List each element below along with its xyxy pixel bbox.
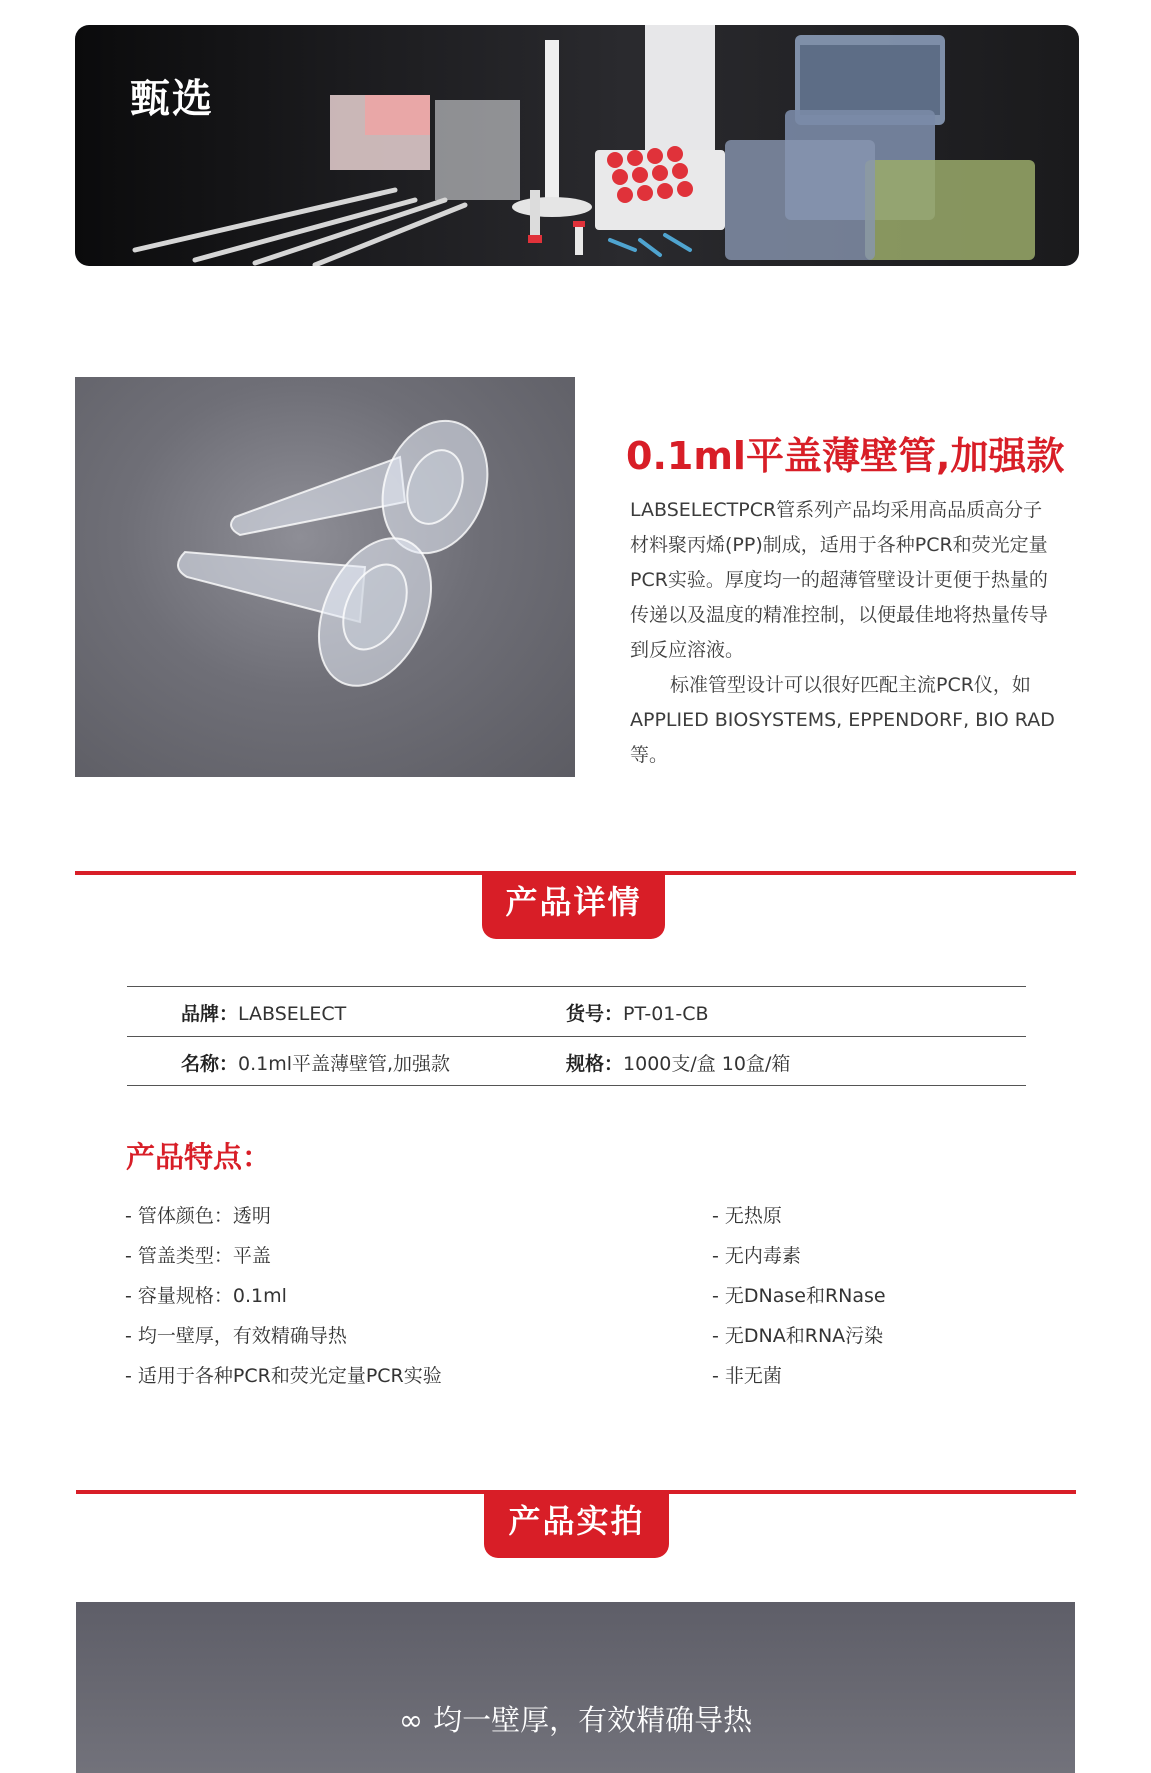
product-title: 0.1ml平盖薄壁管,加强款 bbox=[626, 434, 1065, 478]
list-item: - 无DNase和RNase bbox=[712, 1285, 886, 1307]
features-title: 产品特点： bbox=[126, 1140, 272, 1174]
list-item: - 无DNA和RNA污染 bbox=[712, 1325, 884, 1347]
brand-logo: 甄选 bbox=[130, 76, 214, 122]
product-real-photo bbox=[76, 1602, 1075, 1773]
name-value: 0.1ml平盖薄壁管,加强款 bbox=[238, 1053, 451, 1075]
brand-label: 品牌： bbox=[181, 1003, 239, 1025]
list-item: - 均一壁厚，有效精确导热 bbox=[125, 1325, 347, 1347]
photo-caption bbox=[76, 1698, 1075, 1739]
photos-section-heading: 产品实拍 bbox=[484, 1490, 669, 1558]
details-section-heading: 产品详情 bbox=[482, 871, 665, 939]
table-row bbox=[127, 1036, 1026, 1086]
name-label: 名称： bbox=[181, 1053, 239, 1075]
description-paragraph-2: 标准管型设计可以很好匹配主流PCR仪，如APPLIED BIOSYSTEMS, EPPENDORF, BIO RAD等。 bbox=[630, 674, 1055, 766]
spec-cell bbox=[566, 1049, 790, 1076]
photo-caption-text: 均一壁厚，有效精确导热 bbox=[433, 1703, 753, 1737]
product-details-table bbox=[127, 986, 1026, 1086]
name-cell bbox=[181, 1049, 450, 1076]
brand-value: LABSELECT bbox=[238, 1003, 347, 1025]
hero-banner bbox=[75, 25, 1079, 266]
features-list-right bbox=[712, 1196, 886, 1396]
pcr-tubes-image bbox=[75, 377, 575, 777]
sku-value: PT-01-CB bbox=[623, 1003, 709, 1025]
list-item: - 管盖类型：平盖 bbox=[125, 1245, 271, 1267]
description-paragraph-1: LABSELECTPCR管系列产品均采用高品质高分子材料聚丙烯(PP)制成，适用于各种PCR和荧光定量PCR实验。厚度均一的超薄管壁设计更便于热量的传递以及温度的精准控制，以便最佳地将热量传导到反应溶液。 bbox=[630, 499, 1049, 661]
list-item: - 无内毒素 bbox=[712, 1245, 801, 1267]
spec-value: 1000支/盒 10盒/箱 bbox=[623, 1053, 791, 1075]
lab-products-illustration bbox=[75, 25, 1079, 266]
product-description bbox=[630, 493, 1060, 773]
list-item: - 管体颜色：透明 bbox=[125, 1205, 271, 1227]
infinity-icon: ∞ bbox=[398, 1703, 424, 1737]
list-item: - 无热原 bbox=[712, 1205, 782, 1227]
list-item: - 非无菌 bbox=[712, 1365, 782, 1387]
spec-label: 规格： bbox=[566, 1053, 624, 1075]
sku-cell bbox=[566, 999, 709, 1026]
table-row bbox=[127, 986, 1026, 1036]
brand-cell bbox=[181, 999, 346, 1026]
list-item: - 容量规格：0.1ml bbox=[125, 1285, 287, 1307]
sku-label: 货号： bbox=[566, 1003, 624, 1025]
list-item: - 适用于各种PCR和荧光定量PCR实验 bbox=[125, 1365, 442, 1387]
product-photo bbox=[75, 377, 575, 777]
features-list-left bbox=[125, 1196, 442, 1396]
